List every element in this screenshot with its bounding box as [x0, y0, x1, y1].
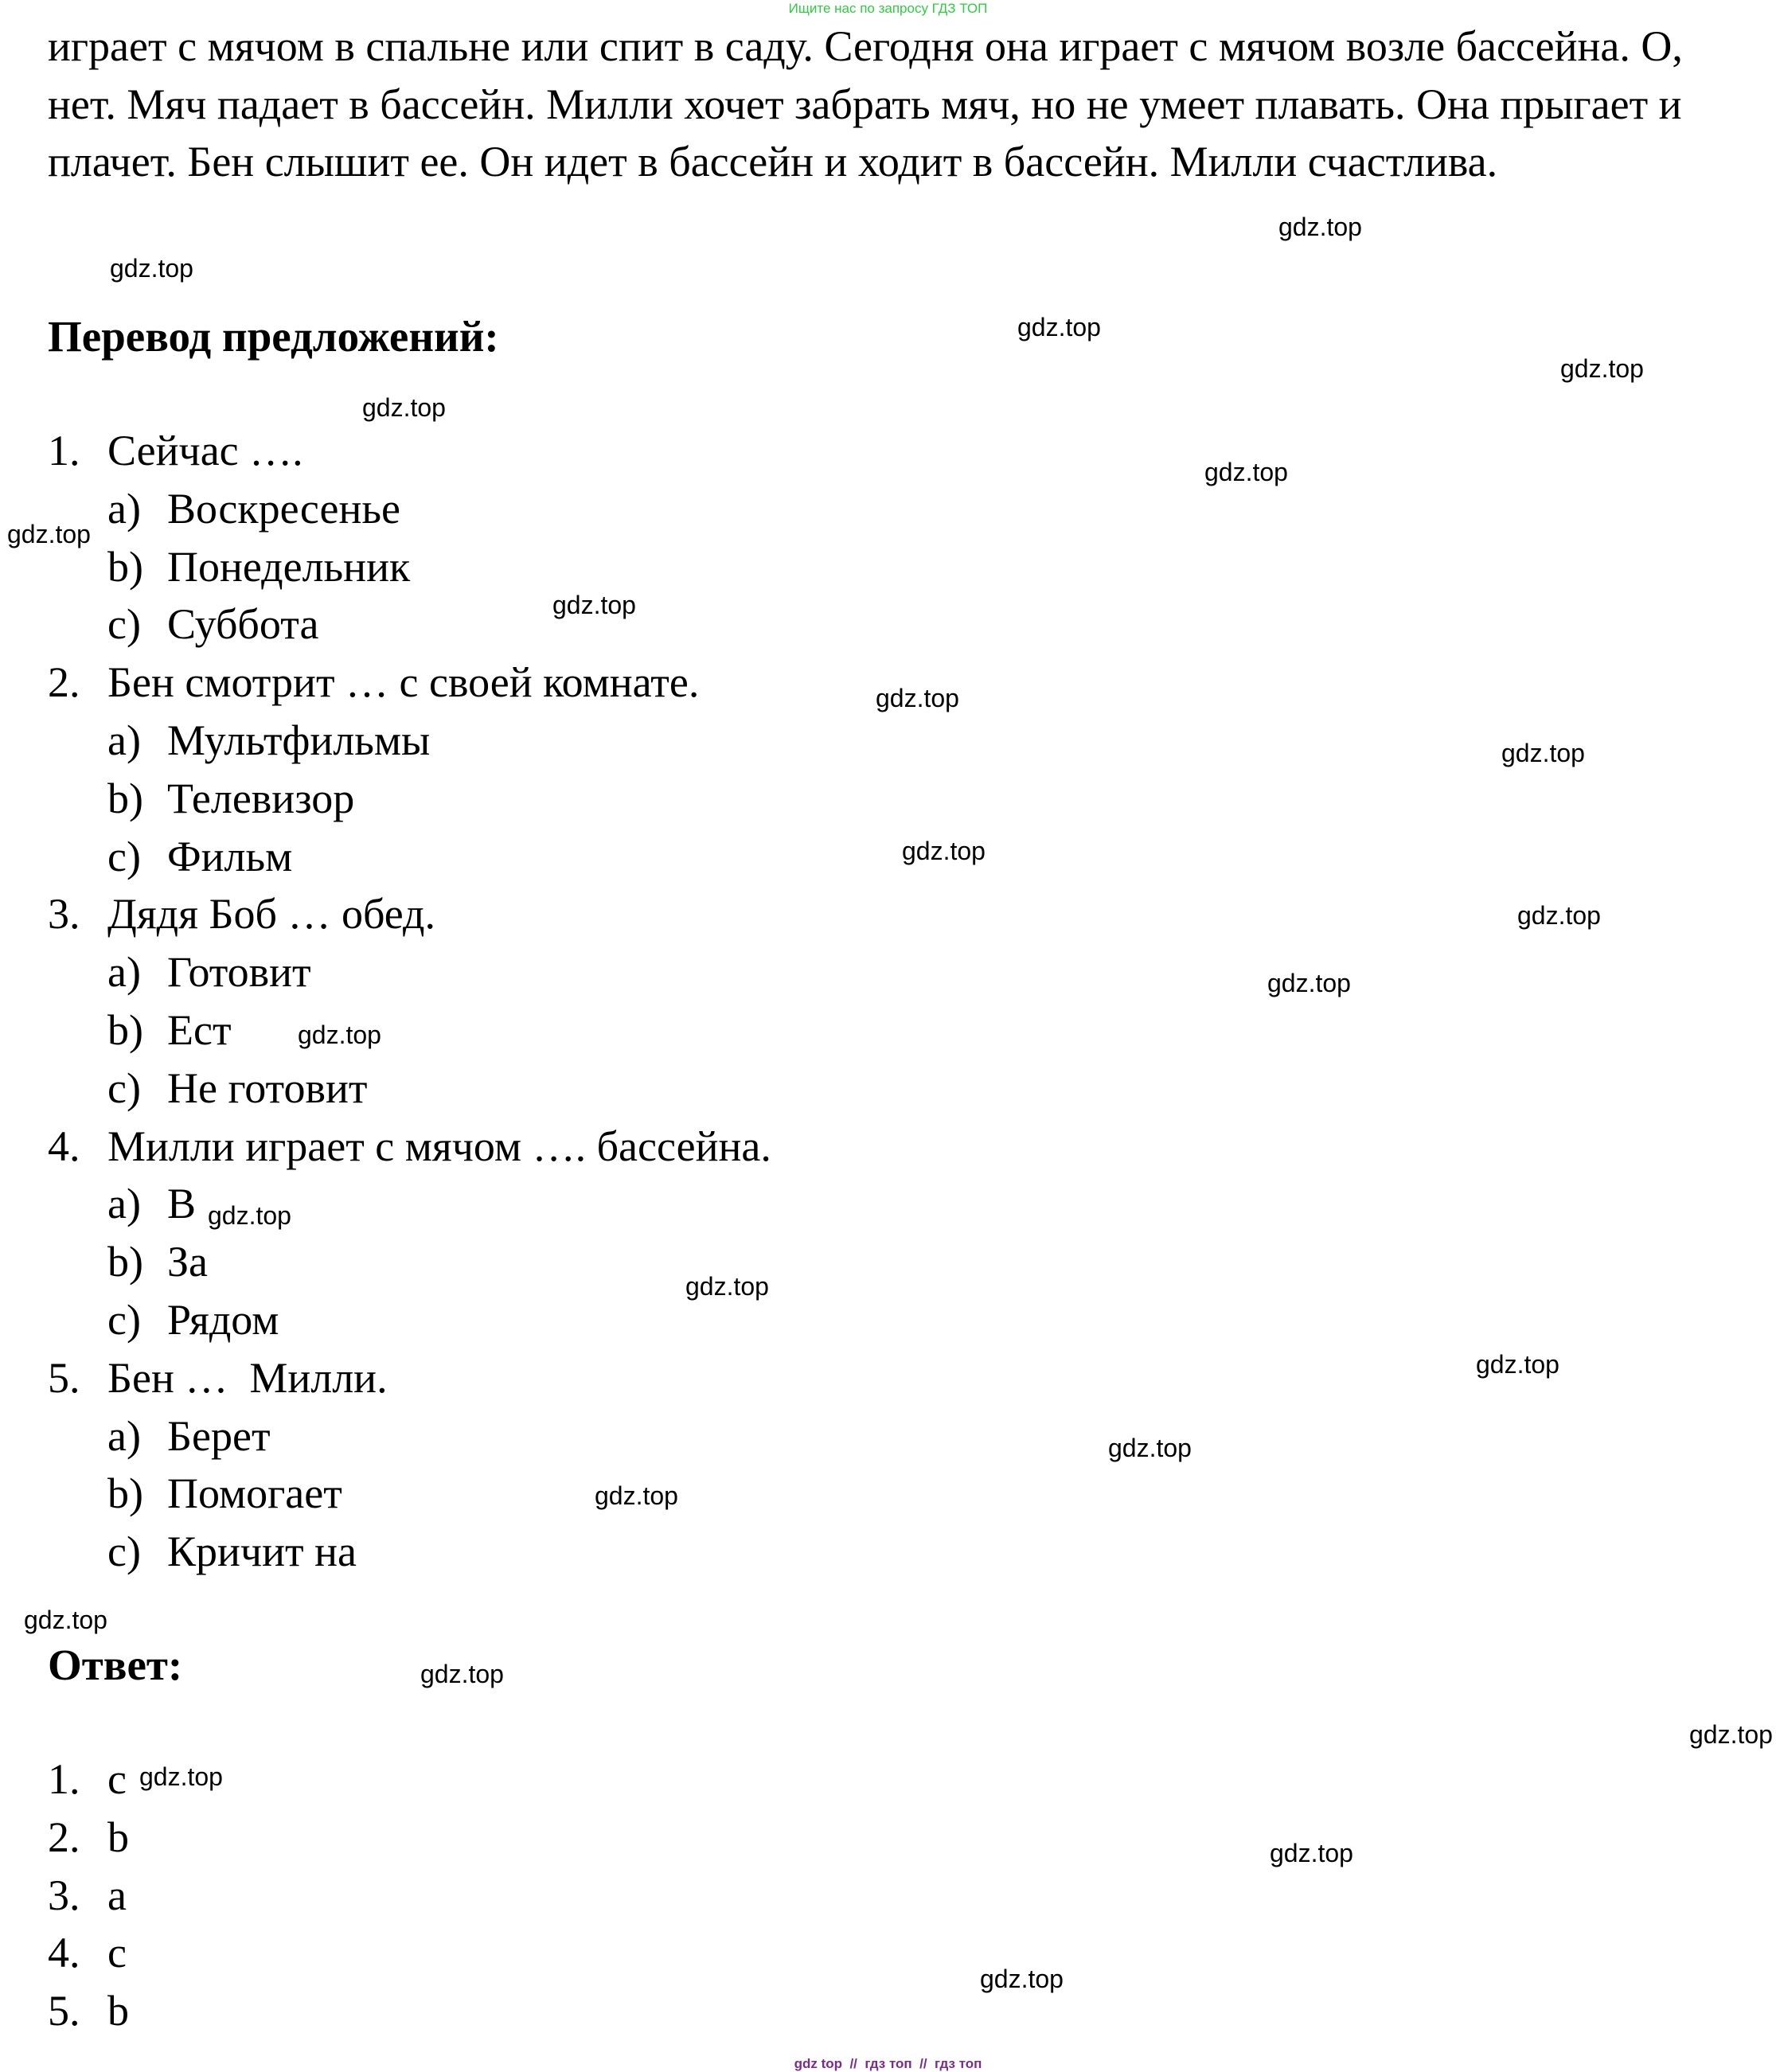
option-letter: a): [107, 484, 141, 533]
option-letter: c): [107, 600, 141, 649]
question-1-option-b: [48, 538, 1321, 596]
question-text: Бен смотрит … с своей комнате.: [107, 658, 700, 707]
question-2: [48, 654, 1321, 712]
watermark: gdz.top: [208, 1201, 291, 1230]
watermark: gdz.top: [1560, 354, 1644, 383]
question-1-option-c: [48, 595, 1321, 654]
watermark: gdz.top: [1501, 739, 1585, 767]
question-4: [48, 1118, 1321, 1176]
question-1: [48, 422, 1321, 480]
watermark: gdz.top: [552, 591, 636, 619]
question-4-option-c: [48, 1291, 1321, 1349]
option-text: Мультфильмы: [167, 716, 431, 764]
option-text: Помогает: [167, 1469, 342, 1518]
option-letter: a): [107, 1411, 141, 1460]
option-letter: c): [107, 1295, 141, 1344]
option-text: Кричит на: [167, 1528, 357, 1576]
question-text: Дядя Боб … обед.: [107, 890, 435, 938]
option-letter: a): [107, 1180, 141, 1228]
watermark: gdz.top: [1278, 213, 1362, 241]
question-2-option-b: [48, 770, 1321, 828]
question-3-option-a: [48, 943, 1321, 1001]
watermark: gdz.top: [420, 1660, 504, 1688]
answer-value: c: [107, 1755, 127, 1803]
answer-value: b: [107, 1987, 129, 2035]
answer-number: 2.: [48, 1813, 80, 1861]
question-3-option-c: [48, 1059, 1321, 1118]
option-letter: b): [107, 542, 143, 591]
watermark: gdz.top: [1108, 1434, 1192, 1462]
question-3-option-b: [48, 1001, 1321, 1059]
question-number: 2.: [48, 658, 80, 707]
option-text: Ест: [167, 1005, 232, 1054]
answer-heading: Ответ:: [48, 1641, 183, 1689]
option-letter: c): [107, 1528, 141, 1576]
intro-paragraph: играет с мячом в спальне или спит в саду. Сегодня она играет с мячом возле бассейна. О, нет. Мяч падает в бассейн. Милли хочет забрать мяч, но не умеет плавать. Она прыгает и плачет. Бен слышит ее. Он идет в бассейн и ходит в бассейн. Милли счастлива.: [48, 22, 1683, 185]
option-letter: a): [107, 948, 141, 997]
answer-value: c: [107, 1929, 127, 1977]
watermark: gdz.top: [902, 837, 986, 865]
watermark: gdz.top: [24, 1606, 107, 1634]
question-number: 1.: [48, 427, 80, 474]
option-text: В: [167, 1180, 197, 1228]
answer-list: [48, 1750, 685, 2040]
answer-value: b: [107, 1813, 129, 1861]
answer-4: [48, 1924, 685, 1982]
question-text: Сейчас ….: [107, 427, 303, 474]
watermark: gdz.top: [1270, 1839, 1353, 1867]
watermark: gdz.top: [980, 1965, 1064, 1993]
question-5: [48, 1349, 1321, 1407]
question-text: Милли играет с мячом …. бассейна.: [107, 1122, 771, 1170]
option-letter: c): [107, 1063, 141, 1112]
option-text: Суббота: [167, 600, 319, 649]
watermark: gdz.top: [876, 684, 959, 712]
answer-5: [48, 1982, 685, 2040]
question-2-option-a: [48, 712, 1321, 770]
option-text: Берет: [167, 1411, 271, 1460]
question-2-option-c: [48, 828, 1321, 886]
option-letter: c): [107, 832, 141, 880]
watermark: gdz.top: [298, 1020, 381, 1049]
watermark: gdz.top: [362, 393, 446, 422]
option-letter: b): [107, 774, 143, 822]
answer-3: [48, 1867, 685, 1925]
question-5-option-b: [48, 1465, 1321, 1523]
question-number: 4.: [48, 1122, 80, 1170]
question-4-option-b: [48, 1233, 1321, 1291]
bottom-banner: gdz top // гдз топ // гдз топ: [794, 2056, 982, 2071]
option-text: Фильм: [167, 832, 293, 880]
answer-number: 1.: [48, 1755, 80, 1803]
answer-value: a: [107, 1871, 127, 1919]
answer-2: [48, 1809, 685, 1867]
option-text: Готовит: [167, 948, 311, 997]
option-text: За: [167, 1238, 209, 1286]
option-letter: b): [107, 1005, 143, 1054]
top-banner: Ищите нас по запросу ГДЗ ТОП: [788, 1, 988, 16]
watermark: gdz.top: [110, 254, 193, 283]
answer-number: 4.: [48, 1929, 80, 1977]
option-text: Понедельник: [167, 542, 411, 591]
option-text: Телевизор: [167, 774, 355, 822]
question-1-option-a: [48, 480, 1321, 538]
question-text: Бен … Милли.: [107, 1353, 388, 1402]
watermark: gdz.top: [139, 1762, 223, 1791]
watermark: gdz.top: [595, 1481, 678, 1510]
option-text: Рядом: [167, 1295, 279, 1344]
option-letter: b): [107, 1469, 143, 1518]
question-number: 5.: [48, 1353, 80, 1402]
option-text: Воскресенье: [167, 484, 400, 533]
watermark: gdz.top: [685, 1272, 769, 1301]
watermark: gdz.top: [1476, 1350, 1559, 1379]
question-list: [48, 422, 1321, 1581]
watermark: gdz.top: [1517, 901, 1601, 930]
watermark: gdz.top: [1689, 1720, 1773, 1749]
option-text: Не готовит: [167, 1063, 368, 1112]
question-number: 3.: [48, 890, 80, 938]
watermark: gdz.top: [1017, 313, 1101, 341]
watermark: gdz.top: [1267, 969, 1351, 997]
answer-number: 5.: [48, 1987, 80, 2035]
watermark: gdz.top: [7, 520, 91, 548]
option-letter: b): [107, 1238, 143, 1286]
question-3: [48, 885, 1321, 943]
watermark: gdz.top: [1204, 458, 1288, 486]
question-5-option-c: [48, 1523, 1321, 1581]
translation-heading: Перевод предложений:: [48, 312, 499, 361]
option-letter: a): [107, 716, 141, 764]
answer-number: 3.: [48, 1871, 80, 1919]
